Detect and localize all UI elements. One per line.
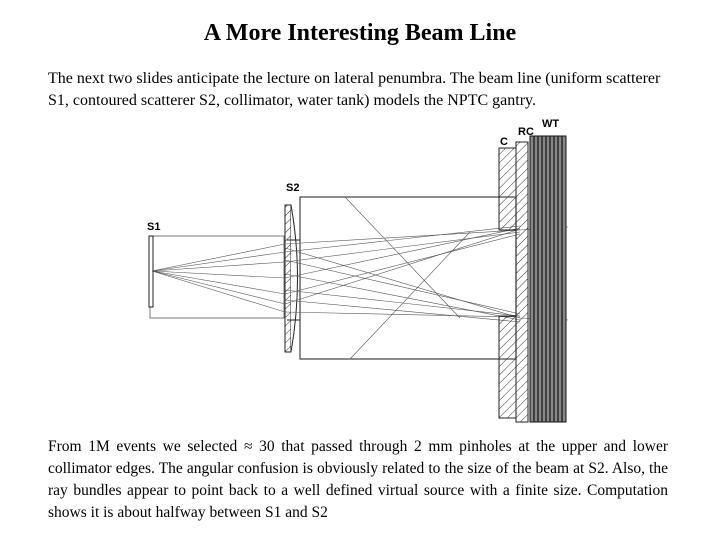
label-s2: S2 bbox=[286, 182, 300, 194]
slide-title: A More Interesting Beam Line bbox=[203, 20, 517, 46]
label-c: C bbox=[500, 136, 508, 148]
label-wt: WT bbox=[542, 118, 560, 130]
s2-to-collimator-outline bbox=[300, 197, 516, 359]
range-compensator-rc bbox=[516, 142, 528, 422]
label-s1: S1 bbox=[147, 221, 161, 233]
intro-text: The next two slides anticipate the lecture on lateral penumbra. The beam line (uniform scatterer S1, contoured scatterer S2, collimator, water tank) models the NPTC gantry. bbox=[48, 70, 661, 109]
label-rc: RC bbox=[518, 126, 534, 138]
collimator-c bbox=[499, 148, 516, 418]
scatterer-s1 bbox=[149, 236, 153, 307]
explanation-text: From 1M events we selected ≈ 30 that passed through 2 mm pinholes at the upper and lower collimator edges. The angular confusion is obviously related to the size of the beam at S2. Also, the ray bundles appear to point back to a well defined virtual source with a finite size. Computation shows it is about halfway between S1 and S2 bbox=[48, 438, 668, 521]
water-tank-wt bbox=[530, 136, 566, 422]
scatterer-s2 bbox=[285, 205, 300, 352]
